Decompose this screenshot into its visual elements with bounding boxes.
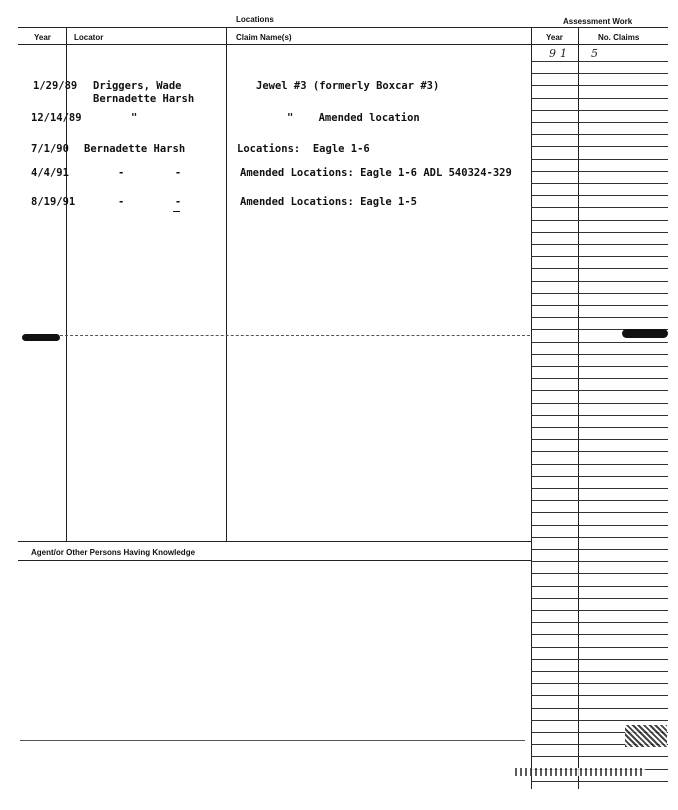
ruled-line [531,464,668,465]
header-bottom-rule [18,44,668,45]
ruled-line [531,110,668,111]
ruled-line [531,720,668,721]
bottom-faint-line [20,740,525,741]
ruled-line [531,342,668,343]
locator-column-header: Locator [74,33,104,42]
ruled-line [531,244,668,245]
entry-locator: - - [118,196,182,208]
entry-date: 4/4/91 [31,167,69,179]
claim-names-column-header: Claim Name(s) [236,33,292,42]
ruled-line [531,305,668,306]
ruled-line [531,427,668,428]
ruled-line [531,756,668,757]
ruled-line [531,439,668,440]
ruled-line [531,183,668,184]
ruled-line [531,500,668,501]
underline-mark [173,211,180,212]
ruled-line [531,378,668,379]
fold-line [60,335,530,336]
ruled-line [531,293,668,294]
ruled-line [531,159,668,160]
entry-date: 8/19/91 [31,196,76,208]
agent-section-label: Agent/or Other Persons Having Knowledge [31,548,196,557]
assessment-work-header: Assessment Work [563,17,633,26]
ruled-line [531,171,668,172]
ruled-line [531,122,668,123]
entry-claim: Jewel #3 (formerly Boxcar #3) [256,80,440,92]
ruled-line [531,586,668,587]
ruled-line [531,512,668,513]
ruled-line [531,366,668,367]
ruled-line [531,415,668,416]
entry-locator: Bernadette Harsh [84,143,186,155]
entry-claim: Amended Locations: Eagle 1-5 [240,196,418,208]
entry-locator: " [131,112,138,124]
scan-noise [625,725,667,747]
scan-noise [515,768,645,776]
agent-bottom-rule [18,560,531,561]
ruled-line [531,73,668,74]
claims-divider [531,27,532,789]
ruled-line [531,708,668,709]
ruled-line [531,268,668,269]
ruled-line [531,659,668,660]
ruled-line [531,549,668,550]
ruled-line [531,207,668,208]
ruled-line [531,390,668,391]
ruled-line [531,403,668,404]
ruled-line [531,683,668,684]
year-column-header: Year [34,33,51,42]
ruled-line [531,195,668,196]
ruled-line [531,695,668,696]
assessment-year: 91 [549,47,571,60]
entry-date: 7/1/90 [31,143,69,155]
entry-locator: - - [118,167,182,179]
ruled-line [531,232,668,233]
ruled-line [531,622,668,623]
ruled-line [531,281,668,282]
ruled-line [531,671,668,672]
ruled-line [531,220,668,221]
ruled-line [531,647,668,648]
ruled-line [531,85,668,86]
ruled-line [531,98,668,99]
entry-date: 12/14/89 [31,112,82,124]
ruled-line [531,537,668,538]
ruled-line [531,561,668,562]
ruled-line [531,317,668,318]
entry-locator: Driggers, Wade [93,80,182,92]
ruled-line [531,610,668,611]
entry-claim: Amended Locations: Eagle 1-6 ADL 540324-329 [240,167,512,179]
year-divider [66,27,67,541]
ruled-line [531,354,668,355]
locations-header: Locations [236,15,274,24]
entry-locator-secondary: Bernadette Harsh [93,93,195,105]
ruled-line [531,488,668,489]
aw-year-column-header: Year [546,33,563,42]
ruled-line [531,781,668,782]
ruled-line [531,61,668,62]
ruled-line [531,634,668,635]
agent-top-rule [18,541,531,542]
ruled-line [531,598,668,599]
locator-divider [226,27,227,541]
ruled-line [531,134,668,135]
ink-blot-right [622,329,668,338]
ruled-line [531,476,668,477]
aw-claims-column-header: No. Claims [598,33,640,42]
entry-date: 1/29/89 [33,80,78,92]
header-top-rule [18,27,668,28]
entry-claim: Locations: Eagle 1-6 [237,143,370,155]
ruled-line [531,573,668,574]
aw-divider [578,27,579,789]
ruled-line [531,525,668,526]
ruled-line [531,451,668,452]
assessment-claims: 5 [591,47,598,60]
entry-claim: " Amended location [287,112,420,124]
ruled-line [531,256,668,257]
ruled-line [531,146,668,147]
ink-blot-left [22,334,60,341]
